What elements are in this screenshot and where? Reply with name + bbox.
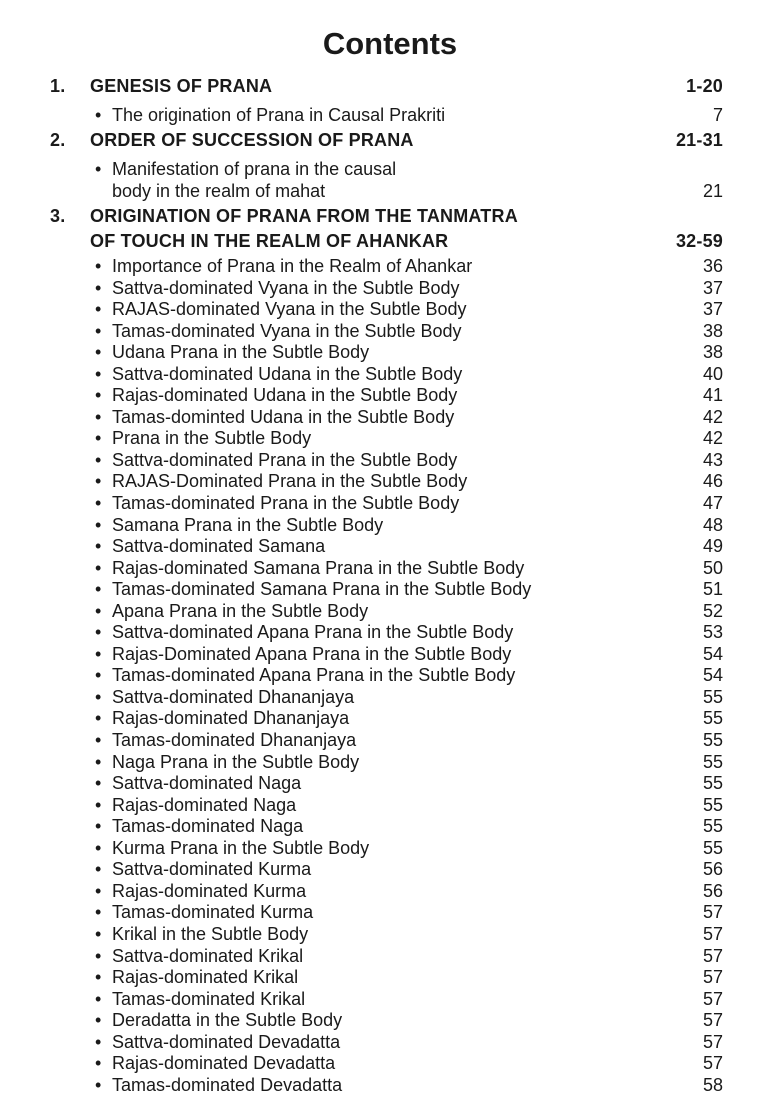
chapter-number: 1. [50,76,66,96]
item-title: RAJAS-Dominated Prana in the Subtle Body [112,471,468,492]
bullet-icon: • [95,600,102,621]
bullet-icon: • [95,902,102,923]
toc-list-item[interactable] [0,342,780,364]
item-page-number: 48 [702,514,723,535]
item-page-number: 7 [712,105,723,125]
toc-list-item[interactable] [0,364,780,386]
toc-list-item[interactable] [0,601,780,623]
item-title: Rajas-dominated Kurma [112,880,307,901]
bullet-icon: • [95,859,102,880]
item-title: Tamas-dominated Dhananjaya [112,730,357,751]
item-title: Tamas-dominated Apana Prana in the Subtle Body [112,665,516,686]
item-title: Tamas-dominated Prana in the Subtle Body [112,493,460,514]
toc-list-item[interactable] [0,881,780,903]
item-page-number: 56 [702,880,723,901]
toc-list-item[interactable] [0,795,780,817]
toc-list-item[interactable] [0,321,780,343]
item-page-number: 57 [702,988,723,1009]
bullet-icon: • [95,923,102,944]
bullet-icon: • [95,945,102,966]
item-page-number: 42 [702,406,723,427]
toc-list-item[interactable] [0,428,780,450]
bullet-icon: • [95,536,102,557]
bullet-icon: • [95,277,102,298]
toc-list-item[interactable] [0,1010,780,1032]
toc-list-item[interactable] [0,902,780,924]
item-page-number: 55 [702,751,723,772]
item-title: Deradatta in the Subtle Body [112,1010,343,1031]
chapter-number: 2. [50,130,66,150]
item-title: Tamas-dominated Devadatta [112,1074,343,1095]
bullet-icon: • [95,557,102,578]
bullet-icon: • [95,514,102,535]
bullet-icon: • [95,1031,102,1052]
toc-list-item[interactable] [0,385,780,407]
item-page-number: 53 [702,622,723,643]
toc-list-item[interactable] [0,967,780,989]
item-title: Rajas-dominated Krikal [112,967,299,988]
bullet-icon: • [95,385,102,406]
item-title: Prana in the Subtle Body [112,428,312,449]
item-title: Rajas-Dominated Apana Prana in the Subtle Body [112,643,512,664]
item-title: Rajas-dominated Udana in the Subtle Body [112,385,458,406]
item-page-number: 38 [702,342,723,363]
bullet-icon: • [95,686,102,707]
item-title: Rajas-dominated Dhananjaya [112,708,350,729]
toc-list-item[interactable] [0,450,780,472]
item-title: Sattva-dominated Krikal [112,945,304,966]
chapter-title: GENESIS OF PRANA [90,76,273,96]
bullet-icon: • [95,773,102,794]
item-title: Tamas-dominated Vyana in the Subtle Body [112,320,462,341]
bullet-icon: • [95,159,102,179]
bullet-icon: • [95,880,102,901]
item-title: Sattva-dominated Udana in the Subtle Body [112,363,463,384]
toc-list-item[interactable] [0,838,780,860]
chapter-heading-line[interactable] [0,202,780,230]
item-page-number: 46 [702,471,723,492]
item-title: Sattva-dominated Samana [112,536,326,557]
item-title: Sattva-dominated Prana in the Subtle Body [112,449,458,470]
toc-list-item[interactable] [0,158,780,180]
bullet-icon: • [95,751,102,772]
item-title: RAJAS-dominated Vyana in the Subtle Body [112,299,467,320]
bullet-icon: • [95,622,102,643]
bullet-icon: • [95,708,102,729]
item-page-number: 57 [702,923,723,944]
item-title: Kurma Prana in the Subtle Body [112,837,370,858]
chapter-page-range: 1-20 [686,76,723,96]
toc-list-item[interactable] [0,493,780,515]
item-page-number: 38 [702,320,723,341]
item-title: Manifestation of prana in the causal [112,159,397,179]
item-page-number: 49 [702,536,723,557]
bullet-icon: • [95,406,102,427]
toc-list-item[interactable] [0,558,780,580]
toc-list-item[interactable] [0,708,780,730]
bullet-icon: • [95,428,102,449]
bullet-icon: • [95,579,102,600]
item-page-number: 55 [702,794,723,815]
chapter-page-range: 32-59 [675,231,723,251]
item-title: Sattva-dominated Naga [112,773,302,794]
toc-list-item[interactable] [0,687,780,709]
item-page-number: 43 [702,449,723,470]
toc-list-item[interactable] [0,665,780,687]
item-title: Tamas-dominated Naga [112,816,304,837]
bullet-icon: • [95,1010,102,1031]
item-title: Sattva-dominated Apana Prana in the Subtle Body [112,622,514,643]
item-title: Tamas-dominated Kurma [112,902,314,923]
bullet-icon: • [95,1053,102,1074]
bullet-icon: • [95,816,102,837]
item-page-number: 57 [702,1031,723,1052]
item-title: Krikal in the Subtle Body [112,923,309,944]
toc-list-item[interactable] [0,946,780,968]
bullet-icon: • [95,730,102,751]
item-page-number: 41 [702,385,723,406]
bullet-icon: • [95,449,102,470]
toc-list-item[interactable] [0,644,780,666]
item-title: Rajas-dominated Samana Prana in the Subtle Body [112,557,525,578]
toc-list-item[interactable] [0,536,780,558]
item-page-number: 57 [702,945,723,966]
chapter-entry [0,72,780,126]
item-page-number: 37 [702,277,723,298]
toc-list-item[interactable] [0,407,780,429]
toc-list-item[interactable] [0,859,780,881]
item-page-number: 57 [702,1010,723,1031]
item-title: Sattva-dominated Dhananjaya [112,686,355,707]
toc-list-item[interactable] [0,816,780,838]
item-title: Samana Prana in the Subtle Body [112,514,384,535]
item-page-number: 57 [702,902,723,923]
item-page-number: 57 [702,967,723,988]
bullet-icon: • [95,342,102,363]
toc-list-item[interactable] [0,1053,780,1075]
chapter-heading-line[interactable] [0,230,780,252]
toc-list-item[interactable] [0,989,780,1011]
item-page-number: 42 [702,428,723,449]
item-page-number: 52 [702,600,723,621]
bullet-icon: • [95,794,102,815]
chapter-title: OF TOUCH IN THE REALM OF AHANKAR [90,231,449,251]
item-page-number: 54 [702,665,723,686]
item-title: Tamas-dominated Samana Prana in the Subtle Body [112,579,532,600]
item-title: Sattva-dominated Kurma [112,859,312,880]
toc-list-item[interactable] [0,579,780,601]
chapter-heading-line[interactable] [0,126,780,154]
item-page-number: 50 [702,557,723,578]
item-title: Apana Prana in the Subtle Body [112,600,369,621]
toc-list-item[interactable] [0,104,780,126]
toc-list-item[interactable] [0,622,780,644]
chapter-title: ORDER OF SUCCESSION OF PRANA [90,130,414,150]
toc-list-item[interactable] [0,773,780,795]
bullet-icon: • [95,643,102,664]
item-title: Tamas-dominted Udana in the Subtle Body [112,406,455,427]
toc-list-item[interactable] [0,471,780,493]
item-title: Rajas-dominated Naga [112,794,297,815]
bullet-icon: • [95,105,102,125]
item-page-number: 55 [702,773,723,794]
item-page-number: 54 [702,643,723,664]
chapter-entry [0,202,780,1096]
bullet-icon: • [95,988,102,1009]
bullet-icon: • [95,299,102,320]
chapter-title: ORIGINATION OF PRANA FROM THE TANMATRA [90,206,518,226]
item-title: Udana Prana in the Subtle Body [112,342,370,363]
item-page-number: 55 [702,730,723,751]
bullet-icon: • [95,471,102,492]
item-title: Rajas-dominated Devadatta [112,1053,336,1074]
item-page-number: 21 [702,181,723,201]
chapter-number: 3. [50,206,66,226]
item-page-number: 55 [702,708,723,729]
item-page-number: 37 [702,299,723,320]
table-of-contents [0,72,780,1096]
item-page-number: 36 [702,256,723,276]
toc-list-item[interactable] [0,278,780,300]
item-page-number: 55 [702,837,723,858]
item-page-number: 55 [702,686,723,707]
bullet-icon: • [95,837,102,858]
page-title: Contents [322,26,458,61]
toc-list-item[interactable] [0,1032,780,1054]
toc-list-item[interactable] [0,515,780,537]
item-title: Sattva-dominated Vyana in the Subtle Body [112,277,460,298]
bullet-icon: • [95,665,102,686]
chapter-entry [0,126,780,202]
item-page-number: 47 [702,493,723,514]
bullet-icon: • [95,967,102,988]
item-title: Importance of Prana in the Realm of Ahankar [112,256,473,276]
toc-list-item[interactable] [0,730,780,752]
toc-list-item[interactable] [0,256,780,278]
item-title: Naga Prana in the Subtle Body [112,751,360,772]
item-page-number: 51 [702,579,723,600]
toc-list-item[interactable] [0,1075,780,1097]
item-title: Tamas-dominated Krikal [112,988,306,1009]
item-page-number: 57 [702,1053,723,1074]
item-page-number: 55 [702,816,723,837]
bullet-icon: • [95,256,102,276]
toc-list-item[interactable] [0,752,780,774]
item-page-number: 58 [702,1074,723,1095]
item-title: body in the realm of mahat [112,181,326,201]
bullet-icon: • [95,320,102,341]
bullet-icon: • [95,493,102,514]
toc-list-item[interactable] [0,180,780,202]
item-title: Sattva-dominated Devadatta [112,1031,341,1052]
bullet-icon: • [95,1074,102,1095]
item-page-number: 56 [702,859,723,880]
chapter-heading-line[interactable] [0,72,780,100]
toc-list-item[interactable] [0,924,780,946]
item-title: The origination of Prana in Causal Prakriti [112,105,446,125]
item-page-number: 40 [702,363,723,384]
bullet-icon: • [95,363,102,384]
toc-list-item[interactable] [0,299,780,321]
chapter-page-range: 21-31 [675,130,723,150]
